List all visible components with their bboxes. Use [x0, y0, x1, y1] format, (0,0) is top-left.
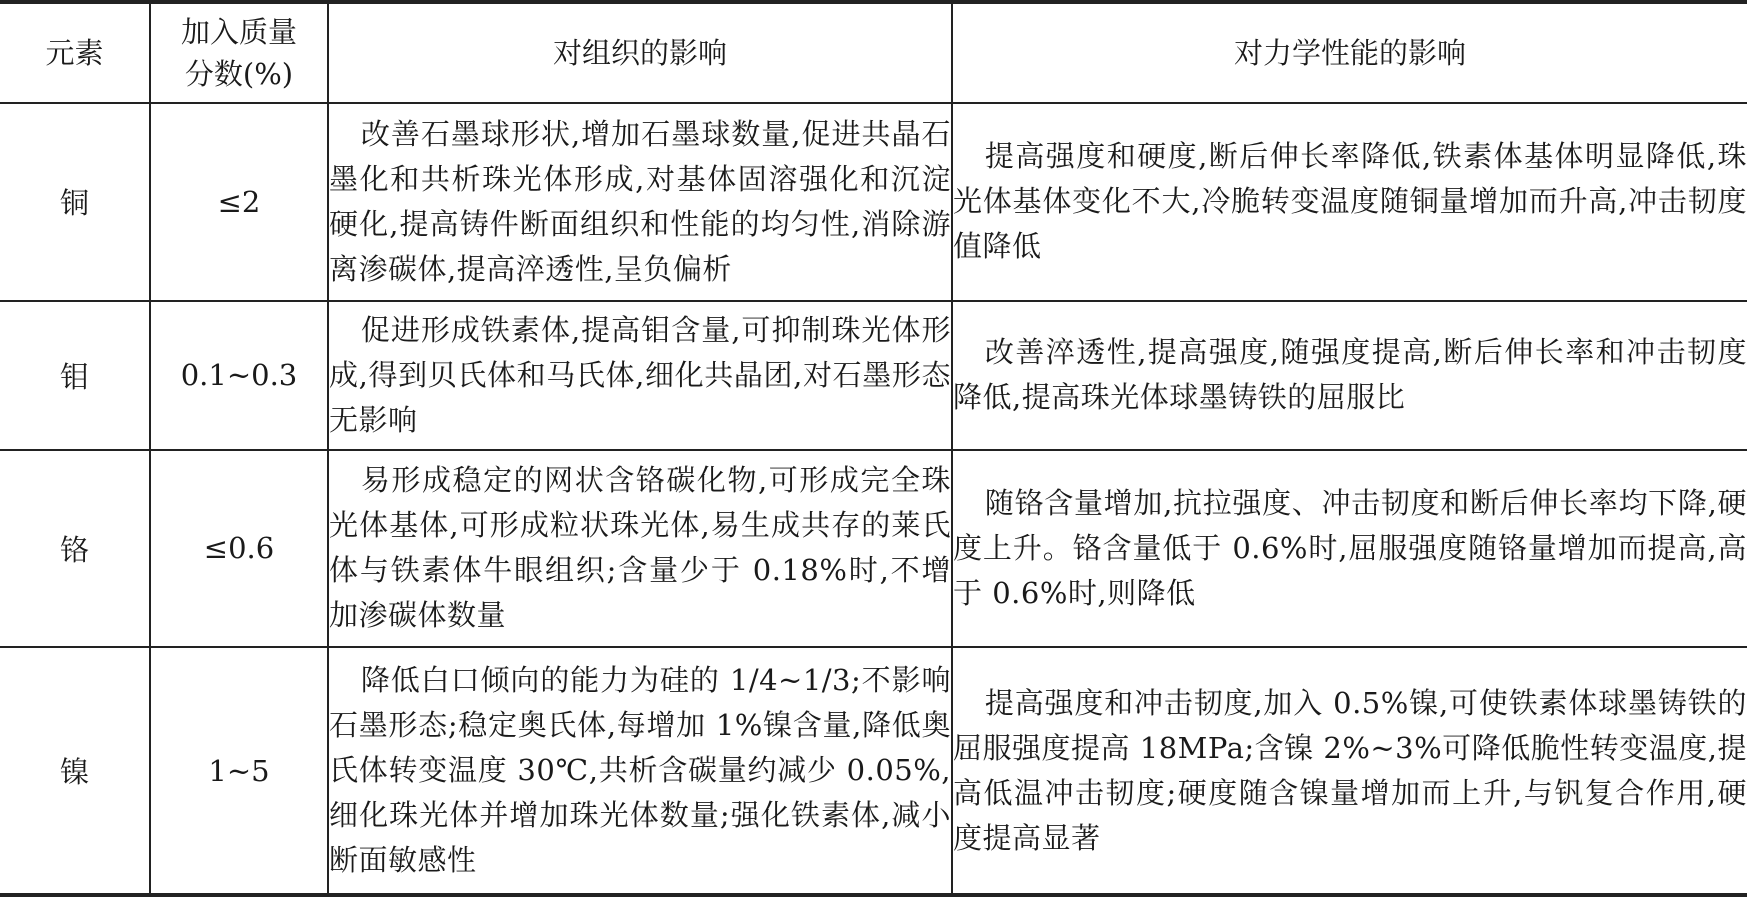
cell-mass-fraction: 1~5	[150, 647, 328, 895]
header-row	[0, 2, 1747, 103]
cell-element: 镍	[0, 647, 150, 895]
cell-element: 钼	[0, 301, 150, 450]
table-row-copper	[0, 103, 1747, 301]
cell-mass-fraction: ≤0.6	[150, 450, 328, 648]
cell-structure-effect: 促进形成铁素体,提高钼含量,可抑制珠光体形成,得到贝氏体和马氏体,细化共晶团,对石墨形态无影响	[328, 301, 952, 450]
table-row-molybdenum	[0, 301, 1747, 450]
cell-structure-effect: 易形成稳定的网状含铬碳化物,可形成完全珠光体基体,可形成粒状珠光体,易生成共存的莱氏体与铁素体牛眼组织;含量少于 0.18%时,不增加渗碳体数量	[328, 450, 952, 648]
header-mass-fraction-line1: 加入质量	[180, 15, 297, 50]
header-mechanical-effect: 对力学性能的影响	[952, 2, 1747, 103]
table-row-nickel	[0, 647, 1747, 895]
cell-mechanical-effect: 改善淬透性,提高强度,随强度提高,断后伸长率和冲击韧度降低,提高珠光体球墨铸铁的屈服比	[952, 301, 1747, 450]
header-mass-fraction	[150, 2, 328, 103]
table-row-chromium	[0, 450, 1747, 648]
header-mass-fraction-line2: 分数(%)	[184, 57, 294, 92]
cell-mass-fraction: 0.1~0.3	[150, 301, 328, 450]
cell-mechanical-effect: 提高强度和硬度,断后伸长率降低,铁素体基体明显降低,珠光体基体变化不大,冷脆转变温度随铜量增加而升高,冲击韧度值降低	[952, 103, 1747, 301]
cell-structure-effect: 改善石墨球形状,增加石墨球数量,促进共晶石墨化和共析珠光体形成,对基体固溶强化和沉淀硬化,提高铸件断面组织和性能的均匀性,消除游离渗碳体,提高淬透性,呈负偏析	[328, 103, 952, 301]
header-structure-effect: 对组织的影响	[328, 2, 952, 103]
cell-mechanical-effect: 提高强度和冲击韧度,加入 0.5%镍,可使铁素体球墨铸铁的屈服强度提高 18MPa;含镍 2%~3%可降低脆性转变温度,提高低温冲击韧度;硬度随含镍量增加而上升,与钒复合作用,硬度提高显著	[952, 647, 1747, 895]
cell-element: 铜	[0, 103, 150, 301]
header-element: 元素	[0, 2, 150, 103]
cell-element: 铬	[0, 450, 150, 648]
cell-mechanical-effect: 随铬含量增加,抗拉强度、冲击韧度和断后伸长率均下降,硬度上升。铬含量低于 0.6%时,屈服强度随铬量增加而提高,高于 0.6%时,则降低	[952, 450, 1747, 648]
cell-mass-fraction: ≤2	[150, 103, 328, 301]
cell-structure-effect: 降低白口倾向的能力为硅的 1/4~1/3;不影响石墨形态;稳定奥氏体,每增加 1%镍含量,降低奥氏体转变温度 30℃,共析含碳量约减少 0.05%,细化珠光体并增加珠光体数量;强化铁素体,减小断面敏感性	[328, 647, 952, 895]
